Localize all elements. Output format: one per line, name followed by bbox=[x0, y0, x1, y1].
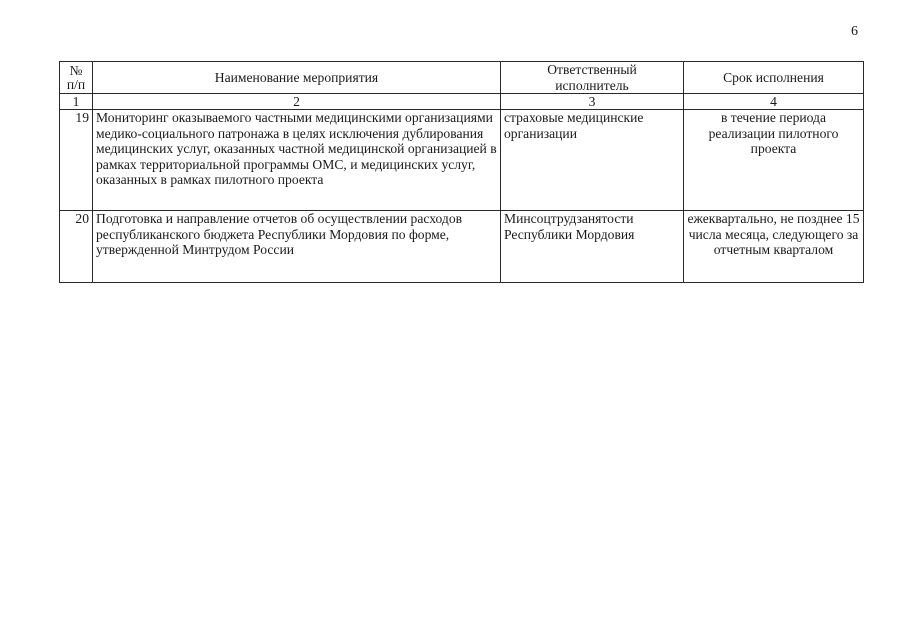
row-activity-name: Подготовка и направление отчетов об осуществлении расходов республиканского бюджета Республики Мордовия по форме, утвержденной Минтрудом России bbox=[93, 211, 501, 283]
row-number: 19 bbox=[60, 110, 93, 211]
header-name-cell bbox=[93, 62, 501, 94]
table-row bbox=[60, 110, 864, 211]
column-number-row bbox=[60, 94, 864, 110]
table-row bbox=[60, 211, 864, 283]
row-responsible: Минсоцтрудзанятости Республики Мордовия bbox=[501, 211, 684, 283]
header-deadline-text: Срок исполнения bbox=[723, 69, 824, 85]
table-header-row bbox=[60, 62, 864, 94]
header-deadline-cell bbox=[684, 62, 864, 94]
column-number-2: 2 bbox=[93, 94, 501, 110]
activities-table bbox=[59, 61, 864, 283]
column-number-1: 1 bbox=[60, 94, 93, 110]
row-responsible: страховые медицинские организации bbox=[501, 110, 684, 211]
header-number-line2: п/п bbox=[66, 76, 86, 92]
header-name-text: Наименование мероприятия bbox=[214, 69, 379, 85]
row-deadline: ежеквартально, не позднее 15 числа месяца, следующего за отчетным кварталом bbox=[684, 211, 864, 283]
header-responsible-line1: Ответственный bbox=[547, 62, 637, 77]
header-number-cell bbox=[60, 62, 93, 94]
row-activity-name: Мониторинг оказываемого частными медицинскими организациями медико-социального патронажа в целях исключения дублирования медицинских услуг, оказанных частной медицинской организацией в рамках территориальной программы ОМС, и медицинских услуг, оказанных в рамках пилотного проекта bbox=[93, 110, 501, 211]
row-number: 20 bbox=[60, 211, 93, 283]
page-number: 6 bbox=[851, 24, 858, 39]
header-number-line1: № bbox=[69, 62, 83, 78]
header-responsible-cell bbox=[501, 62, 684, 94]
row-deadline: в течение периода реализации пилотного проекта bbox=[684, 110, 864, 211]
column-number-3: 3 bbox=[501, 94, 684, 110]
header-responsible-line2: исполнитель bbox=[555, 77, 629, 93]
column-number-4: 4 bbox=[684, 94, 864, 110]
